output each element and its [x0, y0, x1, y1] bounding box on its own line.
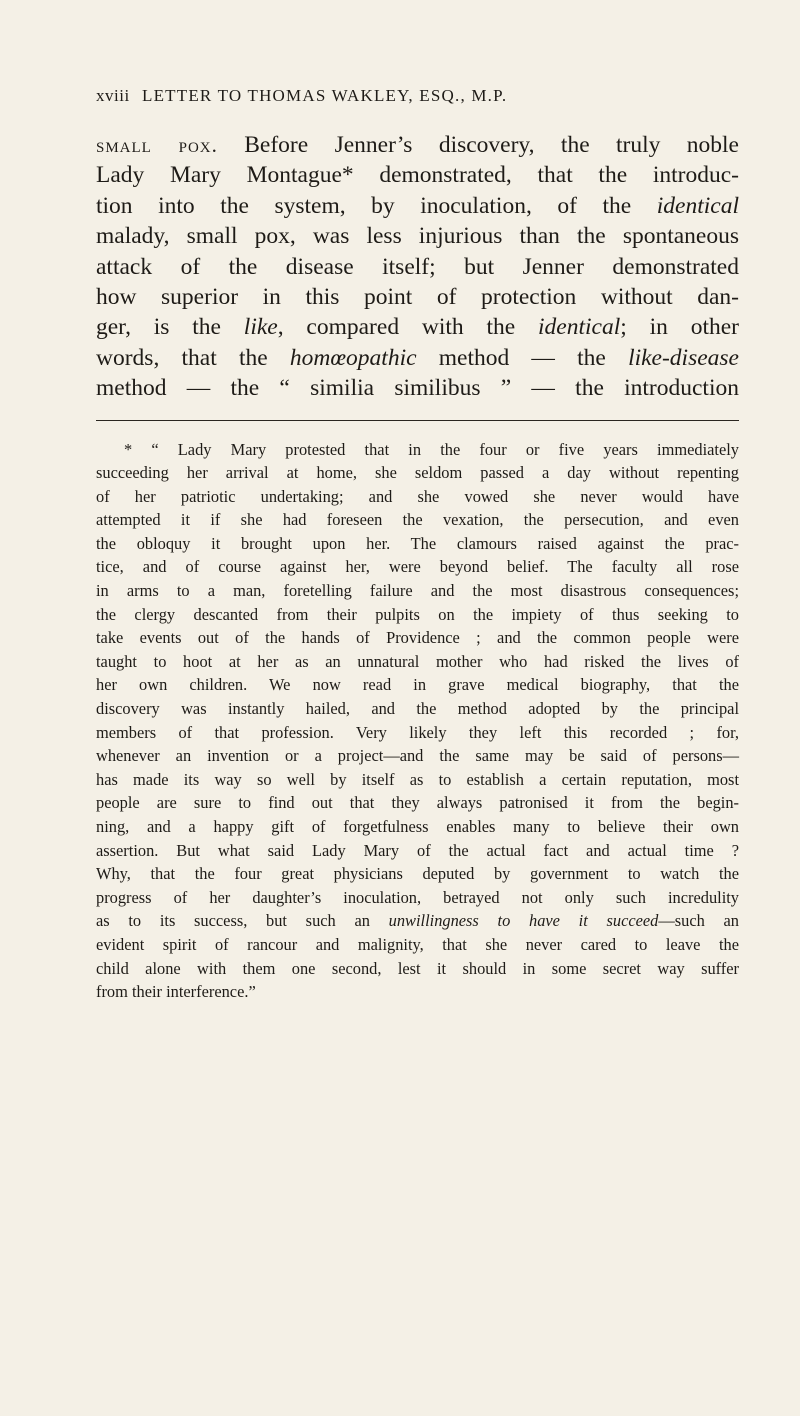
- page-number: xviii: [96, 86, 130, 105]
- body-line: how superior in this point of protection without dan-: [96, 283, 739, 310]
- footnote-rule: [96, 420, 739, 421]
- footnote-line: discovery was instantly hailed, and the method adopted by the principal: [96, 699, 739, 719]
- footnote-line: evident spirit of rancour and malignity, that she never cared to leave the: [96, 934, 739, 954]
- footnote-line: assertion. But what said Lady Mary of the actual fact and actual time ?: [96, 840, 739, 860]
- body-line: Lady Mary Montague* demonstrated, that the introduc-: [96, 162, 739, 189]
- book-page: [96, 86, 739, 1004]
- footnote-line: progress of her daughter’s inoculation, betrayed not only such incredulity: [96, 887, 739, 907]
- footnote-line: members of that profession. Very likely they left this recorded ; for,: [96, 722, 739, 742]
- running-head: [96, 86, 739, 116]
- footnote-line: people are sure to find out that they always patronised it from the begin-: [96, 793, 739, 813]
- footnote-line: ning, and a happy gift of forgetfulness enables many to believe their own: [96, 817, 739, 837]
- footnote-line: whenever an invention or a project—and the same may be said of persons—: [96, 746, 739, 766]
- body-text: [96, 130, 739, 404]
- footnote-line: tice, and of course against her, were beyond belief. The faculty all rose: [96, 557, 739, 577]
- footnote-line: in arms to a man, foretelling failure and the most disastrous consequences;: [96, 581, 739, 601]
- footnote-line: of her patriotic undertaking; and she vowed she never would have: [96, 486, 739, 506]
- footnote-line: succeeding her arrival at home, she seldom passed a day without repenting: [96, 463, 739, 483]
- footnote-line: take events out of the hands of Providence ; and the common people were: [96, 628, 739, 648]
- body-line: attack of the disease itself; but Jenner demonstrated: [96, 253, 739, 280]
- body-line: words, that the homœopathic method — the like-disease: [96, 344, 739, 371]
- running-title: LETTER TO THOMAS WAKLEY, ESQ., M.P.: [142, 86, 508, 105]
- footnote-line: child alone with them one second, lest it should in some secret way suffer: [96, 958, 739, 978]
- footnote-line: Why, that the four great physicians deputed by government to watch the: [96, 864, 739, 884]
- body-line: ger, is the like, compared with the identical; in other: [96, 314, 740, 341]
- body-line: malady, small pox, was less injurious than the spontaneous: [96, 223, 739, 250]
- footnote-line: her own children. We now read in grave medical biography, that the: [96, 675, 739, 695]
- footnote-line: attempted it if she had foreseen the vexation, the persecution, and even: [96, 510, 739, 530]
- body-line: method — the “ similia similibus ” — the introduction: [96, 375, 739, 402]
- footnote-line: has made its way so well by itself as to establish a certain reputation, most: [96, 769, 739, 789]
- body-line: tion into the system, by inoculation, of the identical: [96, 192, 739, 219]
- footnote: [96, 438, 739, 1004]
- footnote-line: taught to hoot at her as an unnatural mother who had risked the lives of: [96, 651, 739, 671]
- footnote-line: as to its success, but such an unwillingness to have it succeed—such an: [96, 911, 739, 931]
- footnote-line: the clergy descanted from their pulpits on the impiety of thus seeking to: [96, 604, 739, 624]
- body-line: small pox. Before Jenner’s discovery, the truly noble: [96, 132, 739, 158]
- footnote-line: * “ Lady Mary protested that in the four or five years immediately: [124, 439, 739, 459]
- footnote-line: the obloquy it brought upon her. The clamours raised against the prac-: [96, 533, 739, 553]
- footnote-line: from their interference.”: [96, 982, 256, 1002]
